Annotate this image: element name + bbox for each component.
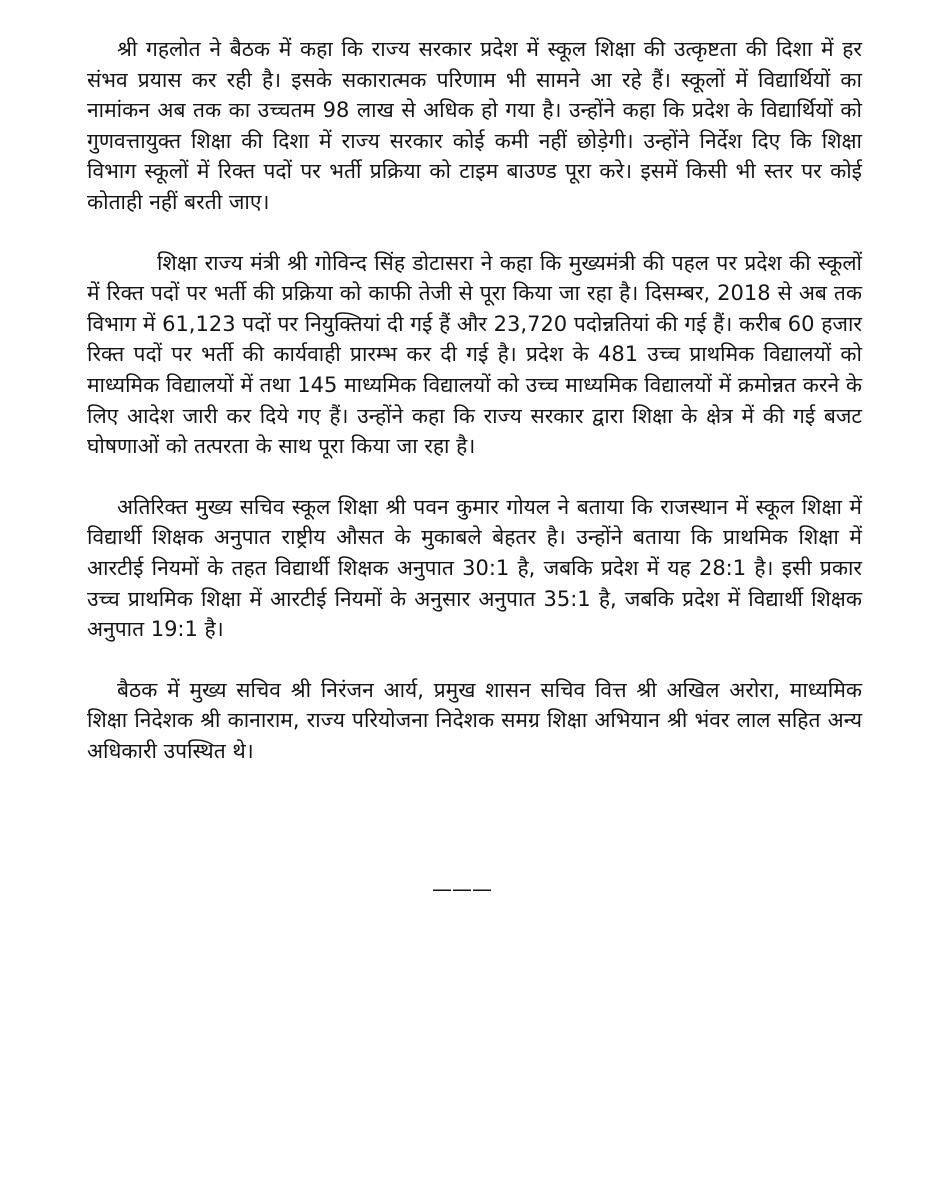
paragraph-cm-statement: श्री गहलोत ने बैठक में कहा कि राज्य सरकार प्रदेश में स्कूल शिक्षा की उत्कृष्टता की दिशा में हर संभव प्रयास कर रही है। इसके सकारात्मक परिणाम भी सामने आ रहे हैं। स्कूलों में विद्यार्थियों का नामांकन अब तक का उच्चतम 98 लाख से अधिक हो गया है। उन्होंने कहा कि प्रदेश के विद्यार्थियों को गुणवत्तायुक्त शिक्षा की दिशा में राज्य सरकार कोई कमी नहीं छोड़ेगी। उन्होंने निर्देश दिए कि शिक्षा विभाग स्कूलों में रिक्त पदों पर भर्ती प्रक्रिया को टाइम बाउण्ड पूरा करे। इसमें किसी भी स्तर पर कोई कोताही नहीं बरती जाए।: [87, 37, 862, 214]
paragraph-education-minister: शिक्षा राज्य मंत्री श्री गोविन्द सिंह डोटासरा ने कहा कि मुख्यमंत्री की पहल पर प्रदेश की स्कूलों में रिक्त पदों पर भर्ती की प्रक्रिया को काफी तेजी से पूरा किया जा रहा है। दिसम्बर, 2018 से अब तक विभाग में 61,123 पदों पर नियुक्तियां दी गई हैं और 23,720 पदोन्नतियां की गई हैं। करीब 60 हजार रिक्त पदों पर भर्ती की कार्यवाही प्रारम्भ कर दी गई है। प्रदेश के 481 उच्च प्राथमिक विद्यालयों को माध्यमिक विद्यालयों में तथा 145 माध्यमिक विद्यालयों को उच्च माध्यमिक विद्यालयों में क्रमोन्नत करने के लिए आदेश जारी कर दिये गए हैं। उन्होंने कहा कि राज्य सरकार द्वारा शिक्षा के क्षेत्र में की गई बजट घोषणाओं को तत्परता के साथ पूरा किया जा रहा है।: [87, 250, 862, 459]
end-of-text-dash: ———: [432, 877, 492, 901]
paragraph-attendees: बैठक में मुख्य सचिव श्री निरंजन आर्य, प्रमुख शासन सचिव वित्त श्री अखिल अरोरा, माध्यमिक शिक्षा निदेशक श्री कानाराम, राज्य परियोजना निदेशक समग्र शिक्षा अभियान श्री भंवर लाल सहित अन्य अधिकारी उपस्थित थे।: [87, 677, 862, 763]
document-body: [87, 34, 862, 796]
paragraph-student-teacher-ratio: अतिरिक्त मुख्य सचिव स्कूल शिक्षा श्री पवन कुमार गोयल ने बताया कि राजस्थान में स्कूल शिक्षा में विद्यार्थी शिक्षक अनुपात राष्ट्रीय औसत के मुकाबले बेहतर है। उन्होंने बताया कि प्राथमिक शिक्षा में आरटीई नियमों के तहत विद्यार्थी शिक्षक अनुपात 30:1 है, जबकि प्रदेश में यह 28:1 है। इसी प्रकार उच्च प्राथमिक शिक्षा में आरटीई नियमों के अनुसार अनुपात 35:1 है, जबकि प्रदेश में विद्यार्थी शिक्षक अनुपात 19:1 है।: [87, 494, 862, 642]
